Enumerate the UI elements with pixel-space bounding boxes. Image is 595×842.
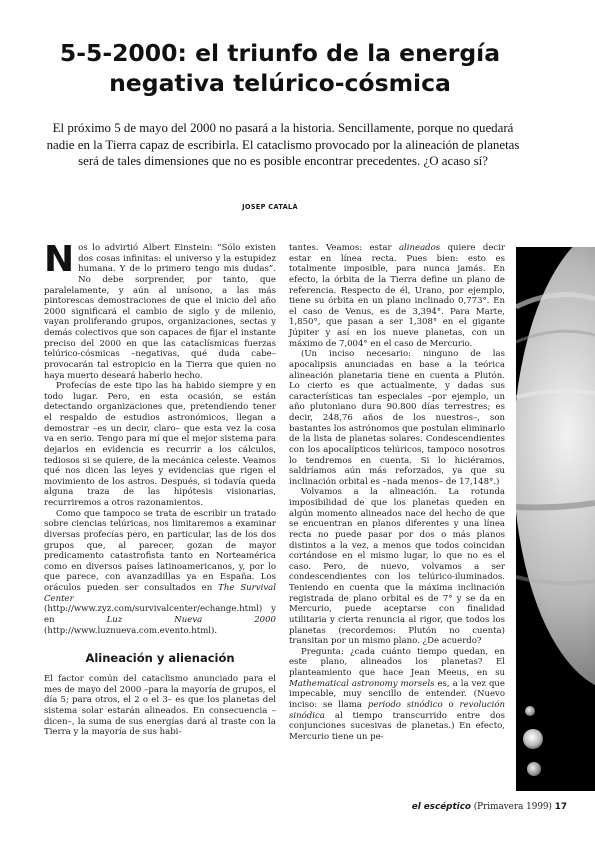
planet-photo-strip	[516, 247, 595, 791]
paragraph	[44, 239, 276, 381]
paragraph: Profecías de este tipo las ha habido siempre y en todo lugar. Pero, en esta ocasión, se están detectando organizaciones que, pretendiendo tener el respaldo de estudios astronómicos, llegan a demostrar –es un decir, claro– que esta vez la cosa va en serio. Tengo para mí que el mejor sistema para dejarlos en evidencia es recurrir a los cálculos, tediosos si se quiere, de la mecánica celeste. Veamos qué nos dicen las leyes y evidencias que rigen el movimiento de los astros. Después, si todavía queda alguna traza de las hipótesis visionarias, recurriremos a otros razonamientos.	[44, 381, 276, 508]
magazine-name: el escéptico	[411, 802, 471, 812]
source-url: (http://www.zyz.com/survivalcenter/echange.html)	[44, 604, 263, 615]
page-footer	[412, 802, 567, 812]
page-number: 17	[554, 802, 567, 812]
column-right	[289, 243, 505, 742]
paragraph-text: os lo advirtió Albert Einstein: “Sólo existen dos cosas infinitas: el universo y la estupidez humana. Y de lo primero tengo mis dudas”. No debe sorprender, por tanto, que paralelamente, y aún al unísono, a las más pintorescas demostraciones de que el inicio del año 2000 significará el cambio de siglo y de milenio, vayan proliferando grupos, organizaciones, sectas y demás colectivos que son capaces de fijar el instante preciso del 2000 en que las cataclísmicas fuerzas telúrico-cósmicas –negativas, qué duda cabe– provocarán tal estropicio en la Tierra que quien no haya muerto deseará haberlo hecho.	[44, 243, 276, 381]
paragraph-text: Como que tampoco se trata de escribir un tratado sobre ciencias telúricas, nos limitaremos a examinar diversas profecías pero, en particular, las de los dos grupos que, al parecer, gozan de mayor predicamento catastrofista tanto en Norteamérica como en diversos países latinoamericanos, y, por lo que parece, con avanzadillas ya en España. Los oráculos pueden ser consultados en	[44, 508, 276, 593]
moon-large	[523, 729, 543, 749]
source-name: The Survival Center	[44, 583, 276, 604]
article-deck: El próximo 5 de mayo del 2000 no pasará a la historia. Sencillamente, porque no quedará nadie en la Tierra capaz de escribirla. El cataclismo provocado por la alineación de planetas será de tales dimensiones que no es posible encontrar precedentes. ¿O acaso sí?	[46, 121, 520, 168]
paragraph-text: tantes. Veamos: estar	[289, 243, 392, 253]
emphasis: alineados	[398, 243, 441, 253]
paragraph: (Un inciso necesario: ninguno de las apocalipsis anunciadas en base a la teórica alineación planetaria tiene en cuenta a Plutón. Lo cierto es que actualmente, y dadas sus características tan especiales –por ejemplo, un año plutoniano dura 90.800 días terrestres; es decir, 248,76 años de los nuestros–, son bastantes los astrónomos que postulan eliminarlo de la lista de planetas solares. Condescendientes con los apocalípticos telúricos, tampoco nosotros lo tendremos en cuenta. Si lo hiciéramos, saldríamos aún más reforzados, ya que su inclinación orbital es –nada menos– de 17,148°.)	[289, 349, 505, 487]
issue-label: (Primavera 1999)	[473, 802, 552, 812]
section-heading: Alineación y alienación	[85, 651, 235, 666]
source-url: (http://www.luznueva.com.evento.html).	[44, 625, 218, 636]
paragraph	[289, 243, 505, 349]
paragraph: Volvamos a la alineación. La rotunda imposibilidad de que los planetas queden en algún momento alineados nace del hecho de que se encuentran en planos diferentes y una línea recta no puede pasar por dos o más planos distintos a la vez, a menos que todos coincidan cortándose en el mismo lugar, lo que no es el caso. Pero, de nuevo, volvamos a ser condescendientes con los telúrico-iluminados. Teniendo en cuenta que la máxima inclinación registrada de plano orbital es de 7° y se da en Mercurio, puede aceptarse con finalidad utilitaria y cierta renuncia al rigor, que todos los planetas (recordemos: Plutón no cuenta) transitan por un mismo plano. ¿De acuerdo?	[289, 487, 505, 647]
title-line-2: negativa telúrico-cósmica	[109, 69, 451, 97]
emphasis: periodo sinódico	[367, 699, 443, 710]
title-line-1: 5-5-2000: el triunfo de la energía	[59, 39, 501, 67]
paragraph-text: quiere decir estar en línea recta. Pues bien: esto es totalmente imposible, para nunca jamás. En efecto, la órbita de la Tierra define un plano de referencia. Respecto de él, Urano, por ejemplo, tiene su órbita en un plano inclinado 0,773°. En el caso de Venus, es de 3,394°. Para Marte, 1,850°, que pasan a ser 1,308° en el gigante Júpiter y así en los nueve planetas, con un máximo de 7,004° en el caso de Mercurio.	[289, 243, 506, 349]
paragraph: El factor común del cataclismo anunciado para el mes de mayo del 2000 –para la mayoría de grupos, el día 5; para otros, el 2 o el 3– es que los planetas del sistema solar estarán alineados. En consecuencia –dicen–, la suma de sus energías dará al traste con la Tierra y la mayoría de sus habi-	[44, 674, 276, 738]
drop-cap: N	[44, 239, 75, 280]
planet-illustration	[516, 247, 595, 791]
paragraph	[289, 647, 505, 743]
paragraph-text: Pregunta: ¿cada cuánto tiempo quedan, en este plano, alineados los planetas? El planteamiento que hace Jean Meeus, en su	[289, 646, 505, 678]
paragraph-text: al tiempo transcurrido entre dos conjunciones sucesivas de planetas.) En efecto, Mercurio tiene un pe-	[289, 710, 506, 742]
source-name: Luz Nueva 2000	[106, 614, 276, 625]
byline: JOSEP CATALÀ	[242, 203, 298, 211]
connector-text: y en	[44, 604, 276, 625]
paragraph	[44, 509, 276, 637]
paragraph-text: es, a la vez que impecable, muy sencillo de entender. (Nuevo inciso: se llama	[289, 678, 505, 710]
emphasis: revolución sinódica	[289, 699, 506, 721]
paragraph-text: o	[448, 699, 454, 710]
moon-medium	[527, 762, 541, 776]
column-left	[44, 239, 276, 738]
emphasis: Mathematical astronomy morsels	[289, 678, 435, 689]
article-title	[30, 38, 530, 98]
moon-small	[525, 706, 535, 716]
